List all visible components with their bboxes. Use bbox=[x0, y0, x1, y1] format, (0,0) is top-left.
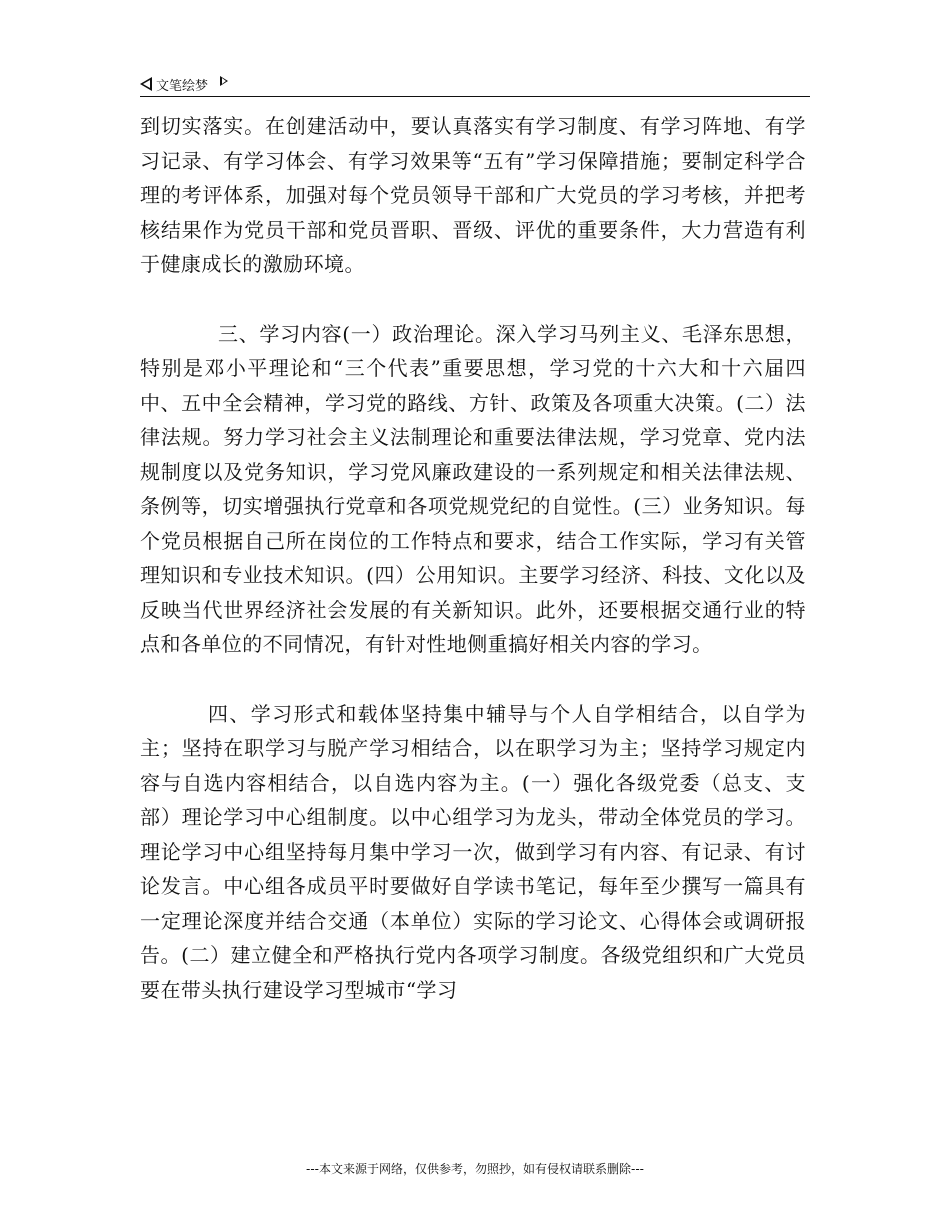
header-brand: 文笔绘梦 bbox=[156, 78, 209, 94]
header-row bbox=[140, 74, 228, 94]
triangle-right-outline-icon bbox=[220, 76, 228, 86]
footer-notice: ---本文来源于网络，仅供参考，勿照抄，如有侵权请联系删除--- bbox=[306, 1162, 644, 1176]
paragraph-1: 到切实落实。在创建活动中，要认真落实有学习制度、有学习阵地、有学习记录、有学习体会、有学习效果等“五有”学习保障措施；要制定科学合理的考评体系，加强对每个党员领导干部和广大党员的学习考核，并把考核结果作为党员干部和党员晋职、晋级、评优的重要条件，大力营造有利于健康成长的激励环境。 bbox=[140, 114, 806, 276]
paragraph-3: 四、学习形式和载体坚持集中辅导与个人自学相结合，以自学为主；坚持在职学习与脱产学习相结合，以在职学习为主；坚持学习规定内容与自选内容相结合，以自选内容为主。(一）强化各级党委（总支、支部）理论学习中心组制度。以中心组学习为龙头，带动全体党员的学习。理论学习中心组坚持每月集中学习一次，做到学习有内容、有记录、有讨论发言。中心组各成员平时要做好自学读书笔记，每年至少撰写一篇具有一定理论深度并结合交通（本单位）实际的学习论文、心得体会或调研报告。(二）建立健全和严格执行党内各项学习制度。各级党组织和广大党员要在带头执行建设学习型城市“学习 bbox=[140, 701, 806, 1002]
paragraph-2: 三、学习内容(一）政治理论。深入学习马列主义、毛泽东思想，特别是邓小平理论和“三个代表”重要思想，学习党的十六大和十六届四中、五中全会精神，学习党的路线、方针、政策及各项重大决策。(二）法律法规。努力学习社会主义法制理论和重要法律法规，学习党章、党内法规制度以及党务知识，学习党风廉政建设的一系列规定和相关法律法规、条例等，切实增强执行党章和各项党规党纪的自觉性。(三）业务知识。每个党员根据自己所在岗位的工作特点和要求，结合工作实际，学习有关管理知识和专业技术知识。(四）公用知识。主要学习经济、科技、文化以及反映当代世界经济社会发展的有关新知识。此外，还要根据交通行业的特点和各单位的不同情况，有针对性地侧重搞好相关内容的学习。 bbox=[140, 321, 806, 656]
triangle-left-outline-icon bbox=[140, 77, 152, 91]
page-header bbox=[140, 72, 810, 97]
document-body bbox=[140, 109, 806, 1007]
